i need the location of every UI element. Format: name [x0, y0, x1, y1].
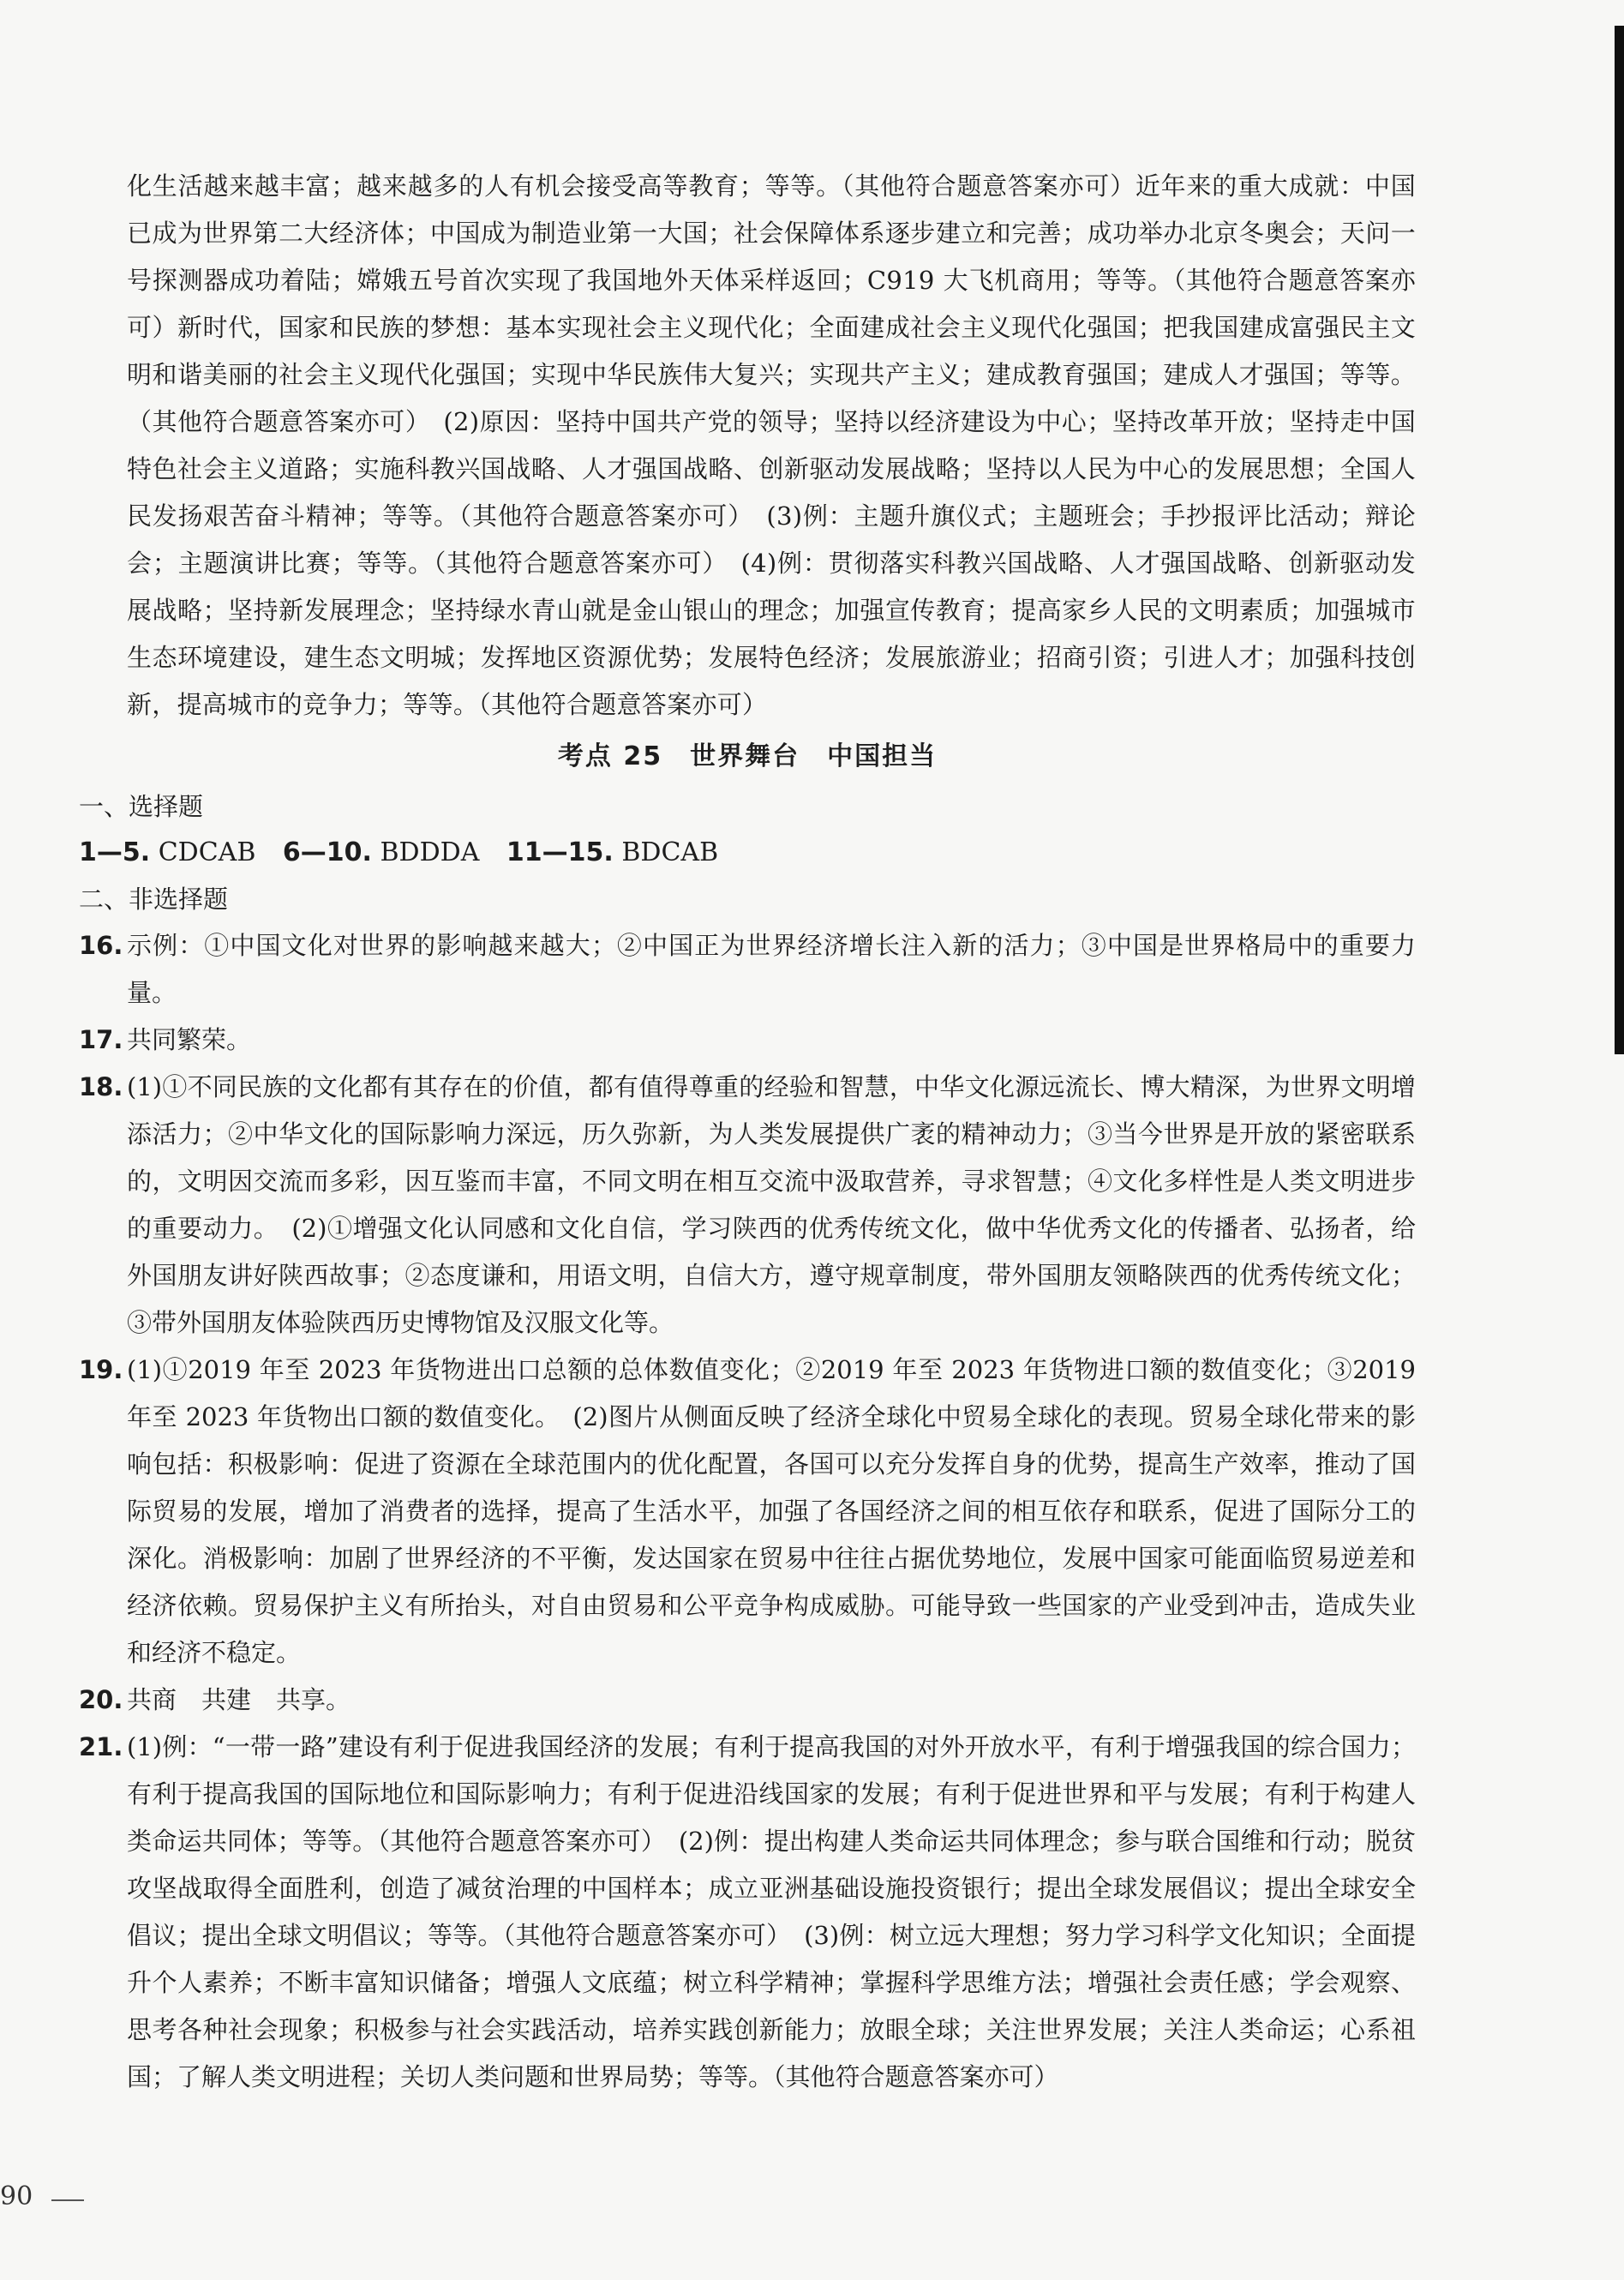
- continued-answer-paragraph: 化生活越来越丰富；越来越多的人有机会接受高等教育；等等。（其他符合题意答案亦可）近年来的重大成就：中国已成为世界第二大经济体；中国成为制造业第一大国；社会保障体系逐步建立和完善；成功举办北京冬奥会；天问一号探测器成功着陆；嫦娥五号首次实现了我国地外天体采样返回；C919 大飞机商用；等等。（其他符合题意答案亦可）新时代，国家和民族的梦想：基本实现社会主义现代化；全面建成社会主义现代化强国；把我国建成富强民主文明和谐美丽的社会主义现代化强国；实现中华民族伟大复兴；实现共产主义；建成教育强国；建成人才强国；等等。（其他符合题意答案亦可） (2)原因：坚持中国共产党的领导；坚持以经济建设为中心；坚持改革开放；坚持走中国特色社会主义道路；实施科教兴国战略、人才强国战略、创新驱动发展战略；坚持以人民为中心的发展思想；全国人民发扬艰苦奋斗精神；等等。（其他符合题意答案亦可） (3)例：主题升旗仪式；主题班会；手抄报评比活动；辩论会；主题演讲比赛；等等。（其他符合题意答案亦可） (4)例：贯彻落实科教兴国战略、人才强国战略、创新驱动发展战略；坚持新发展理念；坚持绿水青山就是金山银山的理念；加强宣传教育；提高家乡人民的文明素质；加强城市生态环境建设，建生态文明城；发挥地区资源优势；发展特色经济；发展旅游业；招商引资；引进人才；加强科技创新，提高城市的竞争力；等等。（其他符合题意答案亦可）: [127, 171, 1416, 719]
- multiple-choice-answers: [79, 830, 1416, 876]
- question-21: [79, 1724, 1416, 2101]
- mc-answer-1: CDCAB: [158, 837, 256, 867]
- question-number: 16.: [79, 931, 123, 960]
- question-18: [79, 1064, 1416, 1347]
- mc-range-3: 11—15.: [506, 837, 614, 867]
- question-answer: 共商 共建 共享。: [127, 1685, 351, 1714]
- mc-answer-3: BDCAB: [621, 837, 719, 867]
- question-number: 18.: [79, 1072, 123, 1101]
- question-17: [79, 1017, 1416, 1064]
- question-answer: (1)①不同民族的文化都有其存在的价值，都有值得尊重的经验和智慧，中华文化源远流长、博大精深，为世界文明增添活力；②中华文化的国际影响力深远，历久弥新，为人类发展提供广袤的精神动力；③当今世界是开放的紧密联系的，文明因交流而多彩，因互鉴而丰富，不同文明在相互交流中汲取营养，寻求智慧；④文化多样性是人类文明进步的重要动力。 (2)①增强文化认同感和文化自信，学习陕西的优秀传统文化，做中华优秀文化的传播者、弘扬者，给外国朋友讲好陕西故事；②态度谦和，用语文明，自信大方，遵守规章制度，带外国朋友领略陕西的优秀传统文化；③带外国朋友体验陕西历史博物馆及汉服文化等。: [127, 1072, 1416, 1337]
- question-answer: 共同繁荣。: [127, 1025, 252, 1054]
- page-number: 90: [0, 2181, 33, 2211]
- page-number-dash: [51, 2199, 84, 2201]
- question-16: [79, 922, 1416, 1017]
- question-number: 20.: [79, 1685, 123, 1714]
- question-answer: 示例：①中国文化对世界的影响越来越大；②中国正为世界经济增长注入新的活力；③中国是世界格局中的重要力量。: [127, 931, 1416, 1007]
- question-number: 21.: [79, 1732, 123, 1761]
- question-19: [79, 1347, 1416, 1677]
- page-edge-bar: [1615, 26, 1624, 1054]
- question-answer: (1)①2019 年至 2023 年货物进出口总额的总体数值变化；②2019 年至 2023 年货物进口额的数值变化；③2019 年至 2023 年货物出口额的数值变化。 (2)图片从侧面反映了经济全球化中贸易全球化的表现。贸易全球化带来的影响包括：积极影响：促进了资源在全球范围内的优化配置，各国可以充分发挥自身的优势，提高生产效率，推动了国际贸易的发展，增加了消费者的选择，提高了生活水平，加强了各国经济之间的相互依存和联系，促进了国际分工的深化。消极影响：加剧了世界经济的不平衡，发达国家在贸易中往往占据优势地位，发展中国家可能面临贸易逆差和经济依赖。贸易保护主义有所抬头，对自由贸易和公平竞争构成威胁。可能导致一些国家的产业受到冲击，造成失业和经济不稳定。: [127, 1355, 1416, 1667]
- mc-range-2: 6—10.: [282, 837, 372, 867]
- section-heading: 考点 25 世界舞台 中国担当: [557, 741, 938, 771]
- mc-range-1: 1—5.: [79, 837, 151, 867]
- answer-page: [79, 163, 1416, 2101]
- part1-title: 一、选择题: [79, 792, 204, 821]
- part2-title: 二、非选择题: [79, 885, 229, 914]
- question-20: [79, 1677, 1416, 1724]
- question-answer: (1)例：“一带一路”建设有利于促进我国经济的发展；有利于提高我国的对外开放水平，有利于增强我国的综合国力；有利于提高我国的国际地位和国际影响力；有利于促进沿线国家的发展；有利于促进世界和平与发展；有利于构建人类命运共同体；等等。（其他符合题意答案亦可） (2)例：提出构建人类命运共同体理念；参与联合国维和行动；脱贫攻坚战取得全面胜利，创造了减贫治理的中国样本；成立亚洲基础设施投资银行；提出全球发展倡议；提出全球安全倡议；提出全球文明倡议；等等。（其他符合题意答案亦可） (3)例：树立远大理想；努力学习科学文化知识；全面提升个人素养；不断丰富知识储备；增强人文底蕴；树立科学精神；掌握科学思维方法；增强社会责任感；学会观察、思考各种社会现象；积极参与社会实践活动，培养实践创新能力；放眼全球；关注世界发展；关注人类命运；心系祖国；了解人类文明进程；关切人类问题和世界局势；等等。（其他符合题意答案亦可）: [127, 1732, 1416, 2091]
- question-number: 19.: [79, 1355, 123, 1384]
- mc-answer-2: BDDDA: [380, 837, 480, 867]
- question-number: 17.: [79, 1025, 123, 1054]
